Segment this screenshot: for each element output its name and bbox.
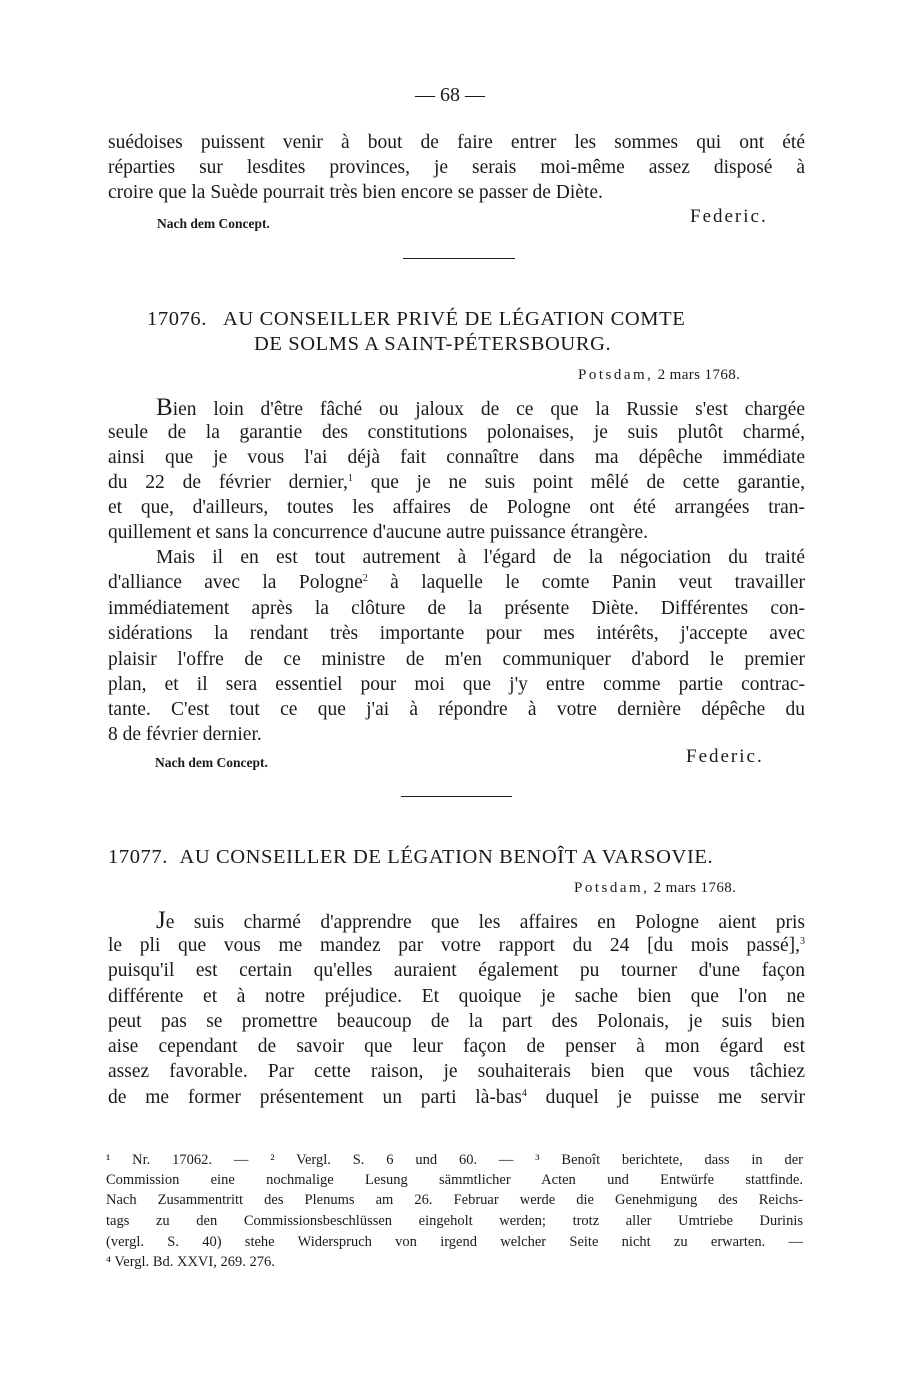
footnote-line-3: Nach Zusammentritt des Plenums am 26. Februar werde die Genehmigung des Reichs- xyxy=(106,1192,803,1208)
letter-17076-source-note: Nach dem Concept. xyxy=(155,755,268,770)
carryover-signature: Federic. xyxy=(690,206,768,227)
page-number: — 68 — xyxy=(415,84,485,106)
footnote-ref-3: 3 xyxy=(800,936,805,947)
section-divider-2 xyxy=(401,796,512,797)
letter-17077-p1-line-4: différente et à notre préjudice. Et quoique je sache bien que l'on ne xyxy=(108,986,805,1007)
letter-17077-p1-line-3: puisqu'il est certain qu'elles auraient également pu tourner d'une façon xyxy=(108,960,805,981)
letter-17076-p2-line-6: plan, et il sera essentiel pour moi que j'y entre comme partie contrac- xyxy=(108,674,805,695)
letter-17076-p2-line-8: 8 de février dernier. xyxy=(108,724,262,745)
carryover-source-note: Nach dem Concept. xyxy=(157,216,270,231)
letter-17076-p2-line-4: sidérations la rendant très importante pour mes intérêts, j'accepte avec xyxy=(108,623,805,644)
footnote-ref-4: 4 xyxy=(521,1088,527,1099)
carryover-line-1: suédoises puissent venir à bout de faire entrer les sommes qui ont été xyxy=(108,132,805,153)
letter-17076-p2-line-1: Mais il en est tout autrement à l'égard de la négociation du traité xyxy=(156,547,805,568)
letter-17077-p1-line-6: aise cependant de savoir que leur façon de penser à mon égard est xyxy=(108,1036,805,1057)
letter-17077-addressee: AU CONSEILLER DE LÉGATION BENOÎT A VARSOVIE. xyxy=(179,846,714,868)
letter-17076-p1-line-2: seule de la garantie des constitutions polonaises, je suis plutôt charmé, xyxy=(108,422,805,443)
footnote-line-5: (vergl. S. 40) stehe Widerspruch von irgend welcher Seite nicht zu erwarten. — xyxy=(106,1234,803,1250)
letter-17077-p1-line-5: peut pas se promettre beaucoup de la part des Polonais, je suis bien xyxy=(108,1011,805,1032)
letter-17076-initial: B xyxy=(156,394,173,421)
letter-17076-p2-line-7: tante. C'est tout ce que j'ai à répondre à votre dernière dépêche du xyxy=(108,699,805,720)
letter-17077-p1-line-1: Je suis charmé d'apprendre que les affaires en Pologne aient pris xyxy=(156,907,805,934)
letter-17076-addressee-line-1: AU CONSEILLER PRIVÉ DE LÉGATION COMTE xyxy=(223,308,686,330)
footnote-line-4: tags zu den Commissionsbeschlüssen eingeholt werden; trotz aller Umtriebe Durinis xyxy=(106,1213,803,1229)
letter-17076-p2-line-3: immédiatement après la clôture de la présente Diète. Différentes con- xyxy=(108,598,805,619)
letter-17077-dateline xyxy=(574,880,736,897)
letter-17077-p1-line-7: assez favorable. Par cette raison, je souhaiterais bien que vous tâchiez xyxy=(108,1061,805,1082)
letter-17077-heading xyxy=(108,846,713,869)
letter-17076-heading xyxy=(147,308,685,331)
letter-17076-p1-line-5: et que, d'ailleurs, toutes les affaires de Pologne ont été arrangées tran- xyxy=(108,497,805,518)
letter-17076-p1-line-1: Bien loin d'être fâché ou jaloux de ce que la Russie s'est chargée xyxy=(156,394,805,421)
letter-17077-initial: J xyxy=(156,907,166,934)
letter-17076-place: Potsdam, xyxy=(578,367,654,383)
letter-17076-signature: Federic. xyxy=(686,746,764,767)
section-divider-1 xyxy=(403,258,515,259)
footnote-line-1: ¹ Nr. 17062. — ² Vergl. S. 6 und 60. — ³ Benoît berichtete, dass in der xyxy=(106,1152,803,1168)
letter-17076-number: 17076. xyxy=(147,308,207,330)
letter-17076-addressee-line-2: DE SOLMS A SAINT-PÉTERSBOURG. xyxy=(254,333,612,355)
letter-17077-p1-line-2: le pli que vous me mandez par votre rapport du 24 [du mois passé],$^3$ xyxy=(108,935,805,956)
footnote-ref-1: 1 xyxy=(347,473,353,484)
letter-17077-number: 17077. xyxy=(108,846,168,868)
letter-17077-place: Potsdam, xyxy=(574,880,650,896)
letter-17077-date: 2 mars 1768. xyxy=(653,880,737,896)
letter-17076-p2-line-5: plaisir l'offre de ce ministre de m'en communiquer d'abord le premier xyxy=(108,649,805,670)
letter-17076-dateline xyxy=(578,367,740,384)
footnote-line-6: ⁴ Vergl. Bd. XXVI, 269. 276. xyxy=(106,1254,275,1270)
footnote-ref-2: 2 xyxy=(362,573,368,584)
letter-17076-p2-line-2: d'alliance avec la Pologne$^2$ à laquelle le comte Panin veut travailler xyxy=(108,572,805,593)
letter-17076-p1-line-4: du 22 de février dernier,$^1$ que je ne suis point mêlé de cette garantie, xyxy=(108,472,805,493)
letter-17077-p1-line-8: de me former présentement un parti là-bas$^4$ duquel je puisse me servir xyxy=(108,1087,805,1108)
letter-17076-date: 2 mars 1768. xyxy=(657,367,741,383)
letter-17076-p1-line-6: quillement et sans la concurrence d'aucune autre puissance étrangère. xyxy=(108,522,649,543)
carryover-line-3: croire que la Suède pourrait très bien encore se passer de Diète. xyxy=(108,182,603,203)
footnote-line-2: Commission eine nochmalige Lesung sämmtlicher Acten und Entwürfe stattfinde. xyxy=(106,1172,803,1188)
letter-17076-p1-line-3: ainsi que je vous l'ai déjà fait connaître dans ma dépêche immédiate xyxy=(108,447,805,468)
carryover-line-2: réparties sur lesdites provinces, je serais moi-même assez disposé à xyxy=(108,157,805,178)
